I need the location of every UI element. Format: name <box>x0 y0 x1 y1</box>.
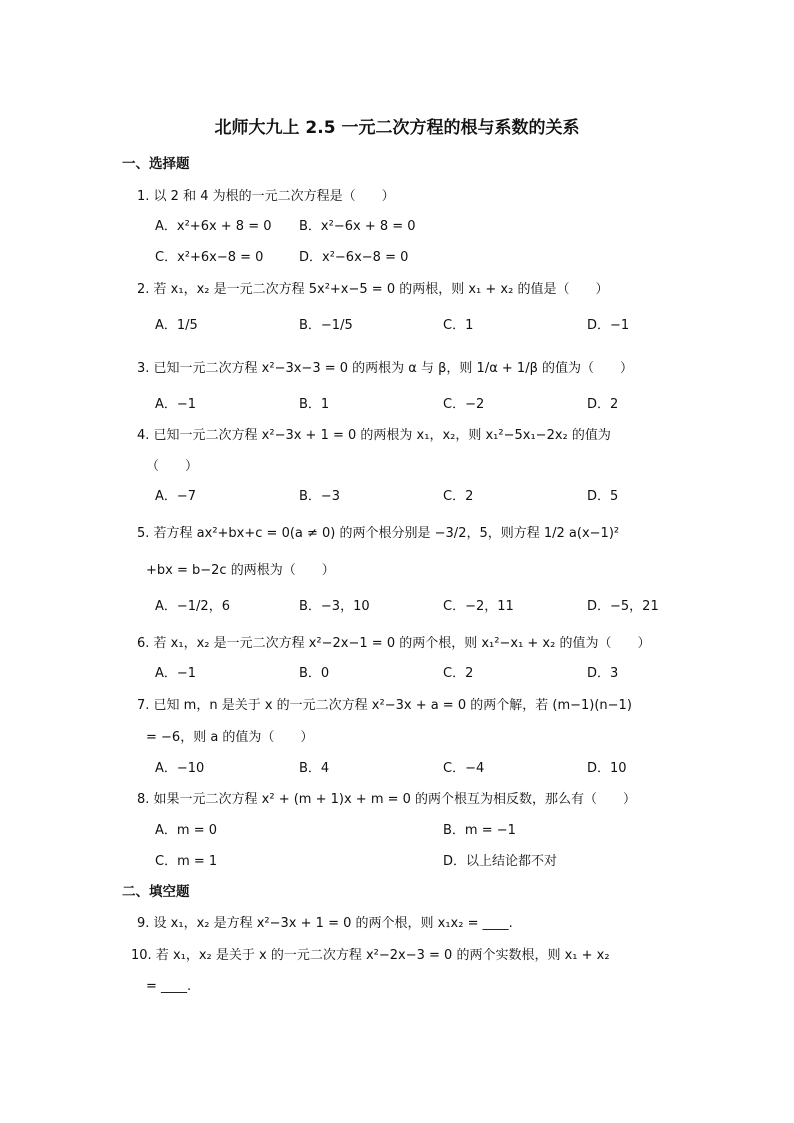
question-6-text: 6. 若 x₁，x₂ 是一元二次方程 x²−2x−1 = 0 的两个根，则 x₁²−x₁ + x₂ 的值为（ ） <box>137 636 651 651</box>
question-8-option-d: D．以上结论都不对 <box>443 854 558 869</box>
question-7-option-d: D．10 <box>587 761 627 776</box>
question-1-option-a: A．x²+6x + 8 = 0 <box>155 219 272 234</box>
section-heading-fill: 二、填空题 <box>122 884 190 900</box>
question-2-option-c: C．1 <box>443 318 474 333</box>
question-6-option-b: B．0 <box>299 666 330 681</box>
question-7-option-b: B．4 <box>299 761 330 776</box>
question-3-option-a: A．−1 <box>155 397 197 412</box>
question-8-option-c: C．m = 1 <box>155 854 218 869</box>
question-8-option-b: B．m = −1 <box>443 823 516 838</box>
question-8-text: 8. 如果一元二次方程 x² + (m + 1)x + m = 0 的两个根互为相反数，那么有（ ） <box>137 792 637 807</box>
question-1-option-c: C．x²+6x−8 = 0 <box>155 250 264 265</box>
question-1-option-b: B．x²−6x + 8 = 0 <box>299 219 416 234</box>
question-7-option-c: C．−4 <box>443 761 485 776</box>
question-4-option-a: A．−7 <box>155 489 197 504</box>
question-3-text: 3. 已知一元二次方程 x²−3x−3 = 0 的两根为 α 与 β，则 1/α + 1/β 的值为（ ） <box>137 361 634 376</box>
question-7-text-continued: = −6，则 a 的值为（ ） <box>146 730 314 745</box>
question-3-option-b: B．1 <box>299 397 330 412</box>
question-2-option-a: A．1/5 <box>155 318 198 333</box>
question-2-option-b: B．−1/5 <box>299 318 353 333</box>
question-6-option-d: D．3 <box>587 666 619 681</box>
question-5-option-b: B．−3，10 <box>299 599 370 614</box>
question-4-option-b: B．−3 <box>299 489 341 504</box>
question-1-text: 1. 以 2 和 4 为根的一元二次方程是（ ） <box>137 189 395 204</box>
question-9-text: 9. 设 x₁，x₂ 是方程 x²−3x + 1 = 0 的两个根，则 x₁x₂ = ____. <box>137 916 513 931</box>
question-5-option-a: A．−1/2，6 <box>155 599 230 614</box>
question-2-option-d: D．−1 <box>587 318 630 333</box>
question-6-option-a: A．−1 <box>155 666 197 681</box>
question-6-option-c: C．2 <box>443 666 474 681</box>
question-4-text-continued: （ ） <box>146 459 199 474</box>
question-8-option-a: A．m = 0 <box>155 823 217 838</box>
question-2-text: 2. 若 x₁，x₂ 是一元二次方程 5x²+x−5 = 0 的两根，则 x₁ + x₂ 的值是（ ） <box>137 282 609 297</box>
page-title: 北师大九上 2.5 一元二次方程的根与系数的关系 <box>214 118 580 138</box>
question-5-text: 5. 若方程 ax²+bx+c = 0(a ≠ 0) 的两个根分别是 −3/2，5，则方程 1/2 a(x−1)² <box>137 526 620 541</box>
question-10-text-continued: = ____. <box>146 979 192 994</box>
question-4-option-d: D．5 <box>587 489 619 504</box>
question-4-option-c: C．2 <box>443 489 474 504</box>
question-5-option-d: D．−5，21 <box>587 599 659 614</box>
question-3-option-c: C．−2 <box>443 397 485 412</box>
question-1-option-d: D．x²−6x−8 = 0 <box>299 250 409 265</box>
question-4-text: 4. 已知一元二次方程 x²−3x + 1 = 0 的两根为 x₁，x₂，则 x₁²−5x₁−2x₂ 的值为 <box>137 428 611 443</box>
section-heading-choice: 一、选择题 <box>122 156 190 172</box>
question-10-text: 10. 若 x₁，x₂ 是关于 x 的一元二次方程 x²−2x−3 = 0 的两个实数根，则 x₁ + x₂ <box>131 948 610 963</box>
question-3-option-d: D．2 <box>587 397 619 412</box>
question-7-text: 7. 已知 m，n 是关于 x 的一元二次方程 x²−3x + a = 0 的两个解，若 (m−1)(n−1) <box>137 698 632 713</box>
question-5-option-c: C．−2，11 <box>443 599 514 614</box>
question-7-option-a: A．−10 <box>155 761 205 776</box>
question-5-text-continued: +bx = b−2c 的两根为（ ） <box>146 563 335 578</box>
